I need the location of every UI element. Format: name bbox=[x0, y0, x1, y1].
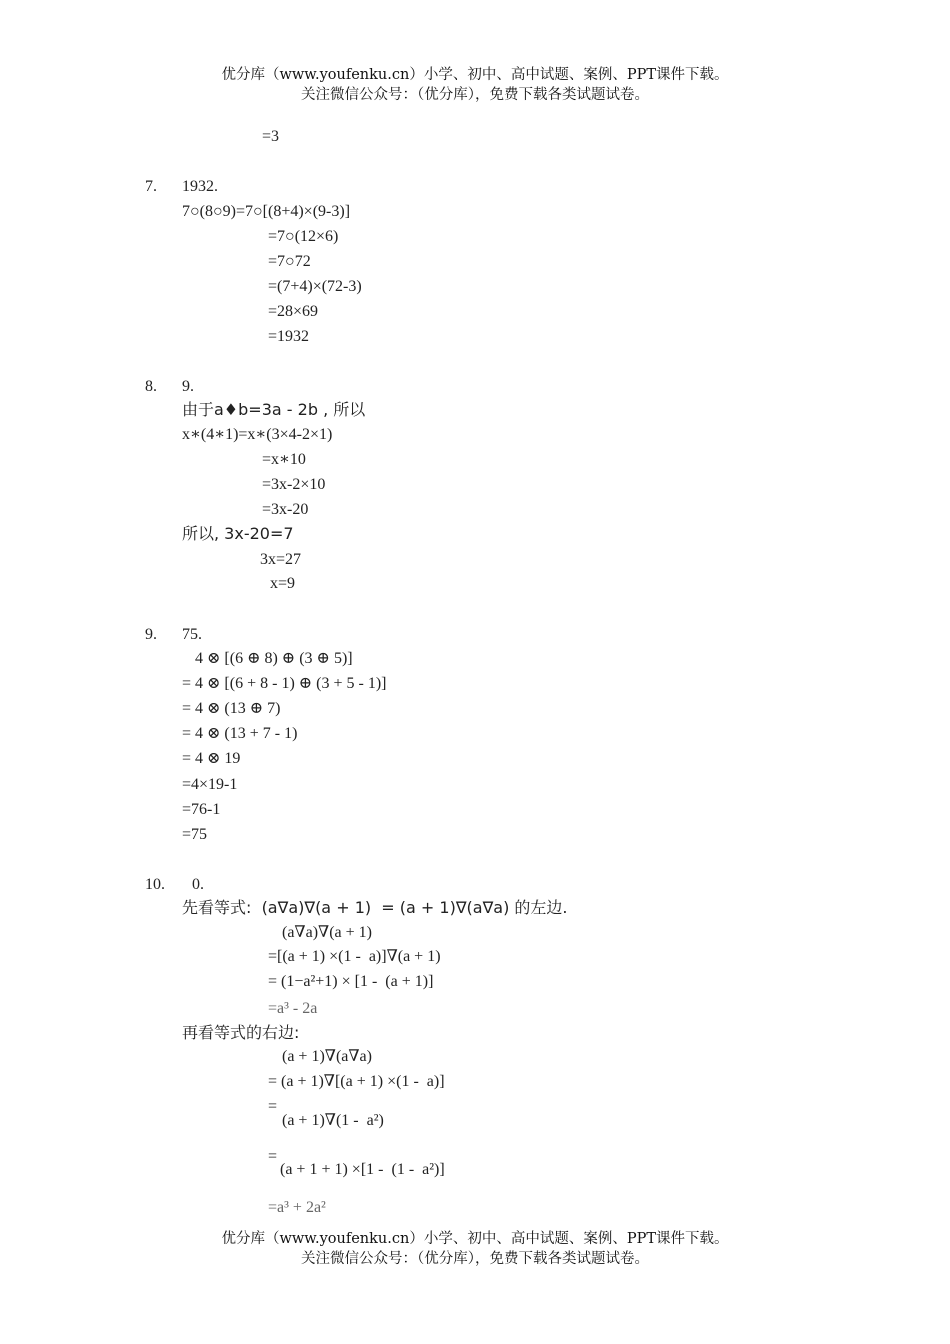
q8-number: 8. bbox=[145, 378, 157, 395]
q10-right-step: (a + 1 + 1) ×[1 - (1 - a²)] bbox=[280, 1161, 445, 1178]
q9-answer: 75. bbox=[182, 626, 202, 643]
q10-right-step: = bbox=[268, 1098, 278, 1115]
q10-answer: 0. bbox=[192, 876, 204, 893]
q10-right-step: (a + 1)∇(a∇a) bbox=[282, 1048, 372, 1065]
q7-answer: 1932. bbox=[182, 178, 218, 195]
q9-step: = 4 ⊗ 19 bbox=[182, 750, 241, 767]
q10-number: 10. bbox=[145, 876, 165, 893]
page-header-line1: 优分库（www.youfenku.cn）小学、初中、高中试题、案例、PPT课件下载。 bbox=[221, 67, 729, 83]
q9-step: =75 bbox=[182, 826, 208, 843]
q10-right-step: = bbox=[268, 1148, 278, 1165]
page-footer-line2: 关注微信公众号：（优分库），免费下载各类试题试卷。 bbox=[301, 1251, 649, 1267]
q9-step: = 4 ⊗ (13 + 7 - 1) bbox=[182, 725, 298, 742]
q7-step: =7○(12×6) bbox=[268, 228, 339, 245]
q8-solve: 3x=27 bbox=[260, 551, 302, 568]
q10-intro: 先看等式: (a∇a)∇(a + 1) = (a + 1)∇(a∇a) 的左边. bbox=[182, 898, 568, 917]
q10-left-step: (a∇a)∇(a + 1) bbox=[282, 924, 372, 941]
q7-step: =1932 bbox=[268, 328, 310, 345]
q9-step: = 4 ⊗ [(6 + 8 - 1) ⊕ (3 + 5 - 1)] bbox=[182, 675, 387, 692]
page-header-line2: 关注微信公众号：（优分库），免费下载各类试题试卷。 bbox=[301, 87, 649, 103]
q8-step: =x∗10 bbox=[262, 451, 306, 468]
q7-step: =28×69 bbox=[268, 303, 319, 320]
previous-result: =3 bbox=[262, 128, 280, 145]
q7-step: =(7+4)×(72-3) bbox=[268, 278, 362, 295]
q10-left-step: = (1−a²+1) × [1 - (a + 1)] bbox=[268, 973, 434, 990]
q8-step: =3x-20 bbox=[262, 501, 309, 518]
q10-right-step: =a³ + 2a² bbox=[268, 1199, 326, 1216]
q8-since: 由于a♦b=3a - 2b , 所以 bbox=[182, 400, 366, 419]
q10-right-title: 再看等式的右边: bbox=[182, 1023, 300, 1042]
page-footer-line1: 优分库（www.youfenku.cn）小学、初中、高中试题、案例、PPT课件下载。 bbox=[221, 1231, 729, 1247]
q8-solve: x=9 bbox=[270, 575, 296, 592]
q7-step: 7○(8○9)=7○[(8+4)×(9-3)] bbox=[182, 203, 351, 220]
q9-step: =4×19-1 bbox=[182, 776, 238, 793]
q9-step: = 4 ⊗ (13 ⊕ 7) bbox=[182, 700, 281, 717]
q10-right-step: = (a + 1)∇[(a + 1) ×(1 - a)] bbox=[268, 1073, 445, 1090]
q7-number: 7. bbox=[145, 178, 157, 195]
q8-step: x∗(4∗1)=x∗(3×4-2×1) bbox=[182, 426, 333, 443]
q10-left-step: =a³ - 2a bbox=[268, 1000, 318, 1017]
q8-answer: 9. bbox=[182, 378, 194, 395]
q9-step: =76-1 bbox=[182, 801, 221, 818]
q7-step: =7○72 bbox=[268, 253, 311, 270]
q9-number: 9. bbox=[145, 626, 157, 643]
q10-left-step: =[(a + 1) ×(1 - a)]∇(a + 1) bbox=[268, 948, 441, 965]
q9-step: 4 ⊗ [(6 ⊕ 8) ⊕ (3 ⊕ 5)] bbox=[195, 650, 353, 667]
q10-right-step: (a + 1)∇(1 - a²) bbox=[282, 1112, 384, 1129]
q8-so: 所以, 3x-20=7 bbox=[182, 524, 294, 543]
q8-step: =3x-2×10 bbox=[262, 476, 326, 493]
